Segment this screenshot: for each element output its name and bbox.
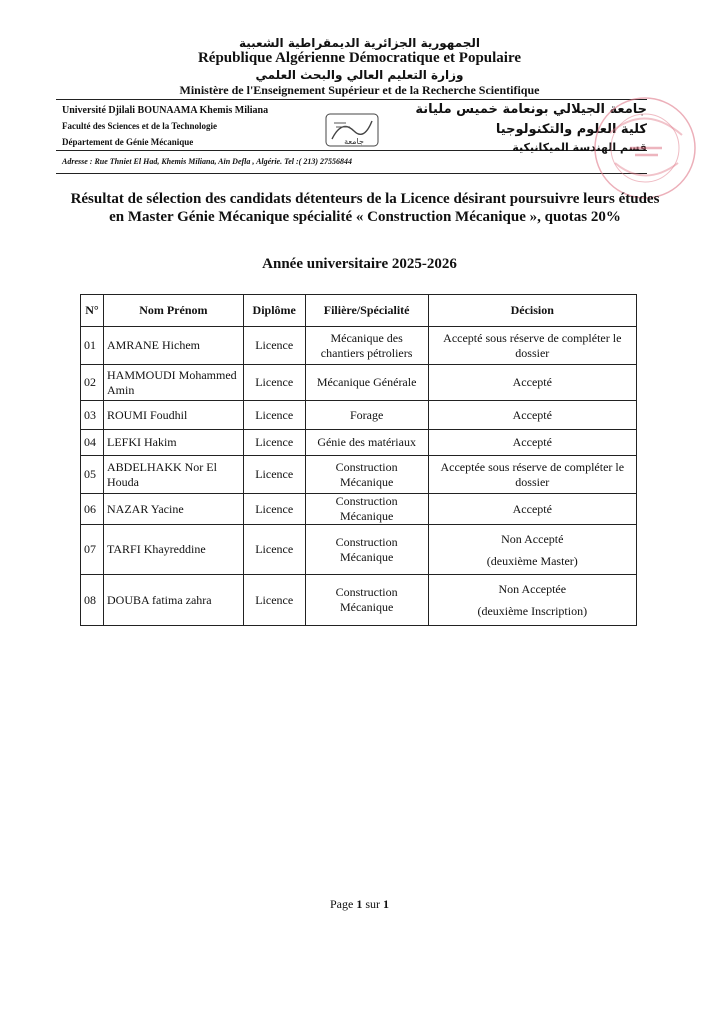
candidate-field: Construction Mécanique — [305, 494, 428, 525]
column-header-decision: Décision — [428, 295, 636, 327]
candidate-name: NAZAR Yacine — [103, 494, 243, 525]
candidate-decision: Acceptée sous réserve de compléter le dossier — [428, 456, 636, 494]
table-row — [81, 456, 637, 494]
candidate-name: TARFI Khayreddine — [103, 525, 243, 575]
decision-main: Non Acceptée — [498, 582, 567, 596]
candidate-diploma: Licence — [243, 494, 305, 525]
republic-arabic: الجمهورية الجزائرية الديمقراطية الشعبية — [238, 36, 481, 50]
candidate-field: Construction Mécanique — [305, 525, 428, 575]
page-footer — [0, 897, 719, 912]
candidate-name: ABDELHAKK Nor El Houda — [103, 456, 243, 494]
department-name-french: Département de Génie Mécanique — [62, 137, 194, 147]
row-number: 06 — [81, 494, 104, 525]
table-row — [81, 525, 637, 575]
table-header-row — [81, 295, 637, 327]
candidate-field: Construction Mécanique — [305, 575, 428, 626]
candidate-field: Génie des matériaux — [305, 430, 428, 456]
row-number: 02 — [81, 365, 104, 401]
candidate-name: HAMMOUDI Mohammed Amin — [103, 365, 243, 401]
candidate-name: LEFKI Hakim — [103, 430, 243, 456]
candidate-diploma: Licence — [243, 525, 305, 575]
footer-middle: sur — [362, 897, 383, 911]
table-row — [81, 327, 637, 365]
results-table — [80, 294, 637, 626]
column-header-name: Nom Prénom — [103, 295, 243, 327]
candidate-decision: Accepté — [428, 401, 636, 430]
university-name-french: Université Djilali BOUNAAMA Khemis Miliana — [62, 105, 269, 116]
faculty-name-french: Faculté des Sciences et de la Technologie — [62, 121, 217, 131]
candidate-diploma: Licence — [243, 456, 305, 494]
candidate-name: AMRANE Hichem — [103, 327, 243, 365]
candidate-field: Forage — [305, 401, 428, 430]
row-number: 08 — [81, 575, 104, 626]
candidate-diploma: Licence — [243, 401, 305, 430]
candidate-decision: Accepté — [428, 365, 636, 401]
university-name-arabic: جامعة الجيلالي بونعامة خميس مليانة — [415, 102, 647, 117]
current-page-number: 1 — [356, 897, 363, 911]
table-row — [81, 575, 637, 626]
document-title: Résultat de sélection des candidats détenteurs de la Licence désirant poursuivre leurs études en Master Génie Mécanique spécialité « Construction Mécanique », quotas 20% — [70, 191, 660, 225]
decision-note: (deuxième Master) — [486, 553, 578, 568]
row-number: 01 — [81, 327, 104, 365]
candidate-decision: Accepté — [428, 430, 636, 456]
candidate-decision — [428, 575, 636, 626]
row-number: 05 — [81, 456, 104, 494]
faculty-name-arabic: كلية العلوم والتكنولوجيا — [495, 122, 647, 137]
candidate-field: Construction Mécanique — [305, 456, 428, 494]
ministry-arabic: وزارة التعليم العالي والبحث العلمي — [255, 68, 464, 82]
ministry-french: Ministère de l'Enseignement Supérieur et de la Recherche Scientifique — [179, 83, 540, 97]
logo-text: جامعة — [344, 137, 364, 146]
table-row — [81, 365, 637, 401]
candidate-name: DOUBA fatima zahra — [103, 575, 243, 626]
row-number: 03 — [81, 401, 104, 430]
candidate-decision: Accepté — [428, 494, 636, 525]
candidate-diploma: Licence — [243, 327, 305, 365]
decision-note: (deuxième Inscription) — [477, 604, 588, 618]
candidate-field: Mécanique Générale — [305, 365, 428, 401]
department-name-arabic: قسم الهندسة الميكانيكية — [512, 141, 647, 154]
candidate-diploma: Licence — [243, 575, 305, 626]
official-stamp — [590, 93, 700, 203]
address-line: Adresse : Rue Thniet El Had, Khemis Miliana, Aïn Defla , Algérie. Tel :( 213) 27556844 — [62, 157, 353, 166]
republic-french: République Algérienne Démocratique et Populaire — [197, 50, 522, 66]
column-header-field: Filière/Spécialité — [305, 295, 428, 327]
candidate-field: Mécanique des chantiers pétroliers — [305, 327, 428, 365]
decision-main: Non Accepté — [501, 531, 564, 546]
row-number: 07 — [81, 525, 104, 575]
table-row — [81, 494, 637, 525]
footer-prefix: Page — [330, 897, 357, 911]
column-header-diploma: Diplôme — [243, 295, 305, 327]
table-row — [81, 401, 637, 430]
row-number: 04 — [81, 430, 104, 456]
university-logo — [324, 111, 380, 149]
candidate-decision: Accepté sous réserve de compléter le dossier — [428, 327, 636, 365]
table-row — [81, 430, 637, 456]
candidate-diploma: Licence — [243, 430, 305, 456]
candidate-diploma: Licence — [243, 365, 305, 401]
candidate-decision — [428, 525, 636, 575]
academic-year: Année universitaire 2025-2026 — [262, 256, 457, 272]
column-header-number: N° — [81, 295, 104, 327]
total-pages-number: 1 — [383, 897, 389, 911]
candidate-name: ROUMI Foudhil — [103, 401, 243, 430]
